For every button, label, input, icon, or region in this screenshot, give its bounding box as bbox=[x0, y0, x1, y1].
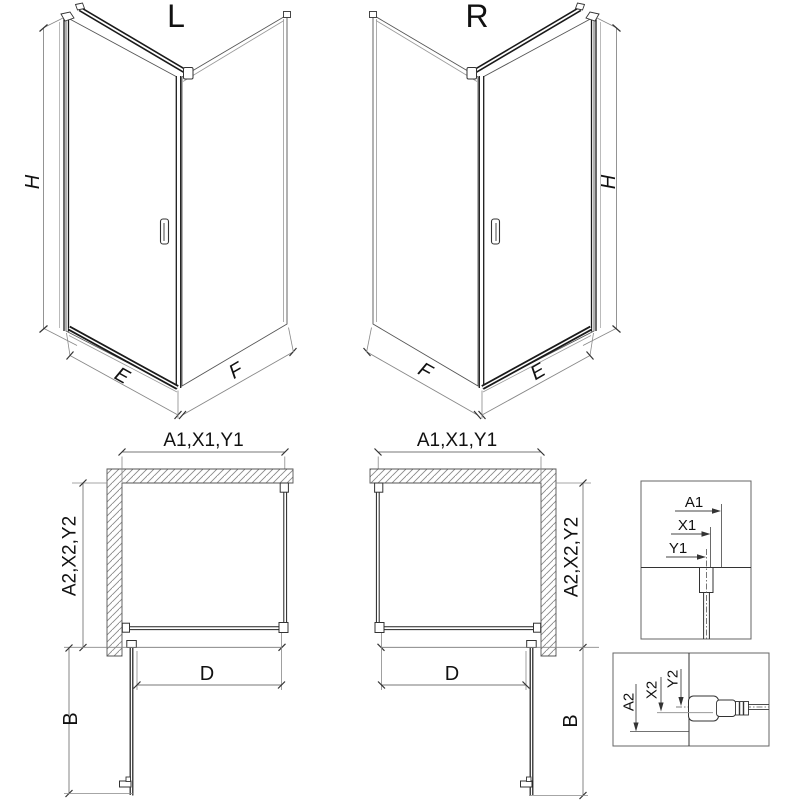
l-view bbox=[22, 0, 297, 419]
right-plan-door-depth-dim-label: B bbox=[560, 714, 582, 728]
right-plan-view bbox=[370, 430, 599, 799]
r-view-label: R bbox=[465, 0, 489, 34]
detail-box-bottom bbox=[613, 653, 769, 746]
right-plan-depth-dim-label: A2,X2,Y2 bbox=[561, 516, 583, 598]
detail-y2-label: Y2 bbox=[664, 669, 682, 689]
detail-a1-label: A1 bbox=[684, 494, 704, 511]
right-plan-drawing bbox=[375, 449, 545, 796]
r-view-drawing bbox=[364, 3, 621, 419]
detail-x1-label: X1 bbox=[677, 517, 697, 534]
right-plan-entry-dim-label: D bbox=[444, 663, 460, 685]
left-plan-door-depth-dim-label: B bbox=[60, 712, 82, 726]
left-plan-entry-dim-label: D bbox=[199, 663, 215, 685]
l-view-height-dim-label: H bbox=[22, 174, 44, 190]
left-plan-depth-dim-label: A2,X2,Y2 bbox=[59, 515, 81, 597]
detail-a2-label: A2 bbox=[620, 692, 638, 712]
right-plan-wall bbox=[370, 469, 556, 656]
r-view-door-width-dim-label: E bbox=[526, 359, 550, 385]
left-plan-drawing bbox=[119, 449, 289, 796]
r-view bbox=[364, 0, 621, 419]
left-plan-width-dim-label: A1,X1,Y1 bbox=[163, 430, 244, 451]
left-plan-wall bbox=[107, 469, 293, 656]
wall-profile-section bbox=[689, 696, 719, 721]
r-view-height-dim-label: H bbox=[598, 174, 620, 190]
r-view-side-width-dim-label: F bbox=[414, 358, 436, 384]
right-plan-width-dim-label: A1,X1,Y1 bbox=[416, 430, 498, 451]
detail-x2-label: X2 bbox=[643, 680, 661, 700]
l-view-side-width-dim-label: F bbox=[225, 358, 247, 384]
left-plan-view bbox=[60, 430, 294, 797]
detail-box-top bbox=[641, 481, 751, 639]
l-view-door-width-dim-label: E bbox=[110, 363, 134, 389]
l-view-label: L bbox=[167, 0, 185, 34]
detail-y1-label: Y1 bbox=[668, 540, 688, 557]
l-view-drawing bbox=[40, 3, 297, 419]
